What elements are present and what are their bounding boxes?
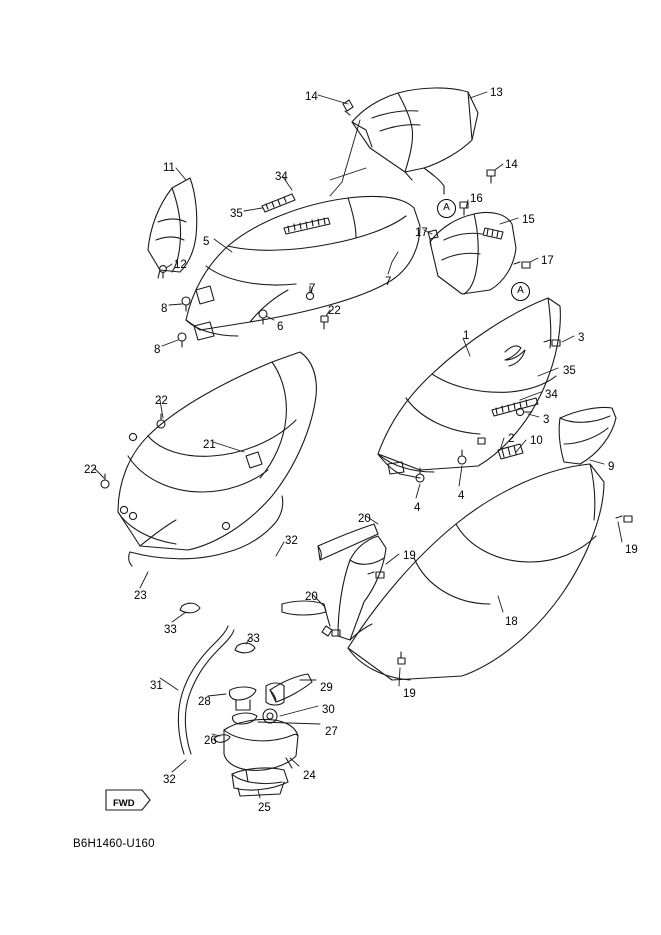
part-callout: 29 <box>320 682 333 694</box>
diagram-code: B6H1460-U160 <box>73 838 155 850</box>
part-callout: 23 <box>134 590 147 602</box>
part-callout: 26 <box>204 735 217 747</box>
part-callout: 25 <box>258 802 271 814</box>
part-callout: 3 <box>543 414 550 426</box>
part-callout: 22 <box>84 464 97 476</box>
part-callout: 20 <box>358 513 371 525</box>
part-callout: 4 <box>414 502 421 514</box>
part-callout: 11 <box>163 162 175 174</box>
part-callout: 12 <box>174 259 187 271</box>
part-callout: 18 <box>505 616 518 628</box>
part-callout: 2 <box>508 433 515 445</box>
part-callout: 15 <box>522 214 535 226</box>
part-callout: 21 <box>203 439 216 451</box>
part-callout: 9 <box>608 461 615 473</box>
part-callout: 14 <box>505 159 518 171</box>
part-callout: 34 <box>545 389 558 401</box>
part-callout: 31 <box>150 680 163 692</box>
part-callout: 20 <box>305 591 318 603</box>
part-callout: 19 <box>403 550 416 562</box>
part-callout: 3 <box>578 332 585 344</box>
part-callout: 22 <box>328 305 341 317</box>
part-callout: 33 <box>247 633 260 645</box>
part-callout: 35 <box>230 208 243 220</box>
fwd-direction-label: FWD <box>113 798 135 809</box>
part-callout: 10 <box>530 435 543 447</box>
section-marker: A <box>511 282 530 301</box>
part-callout: 19 <box>625 544 638 556</box>
part-callout: 35 <box>563 365 576 377</box>
part-callout: 32 <box>285 535 298 547</box>
part-callout: 13 <box>490 87 503 99</box>
part-callout: 22 <box>155 395 168 407</box>
part-callout: 27 <box>325 726 338 738</box>
part-callout: 34 <box>275 171 288 183</box>
part-callout: 1 <box>463 330 470 342</box>
part-callout: 5 <box>203 236 210 248</box>
part-callout: 32 <box>163 774 176 786</box>
part-callout: 28 <box>198 696 211 708</box>
part-callout: 24 <box>303 770 316 782</box>
part-callout: 19 <box>403 688 416 700</box>
section-marker: A <box>437 199 456 218</box>
part-callout: 7 <box>385 276 392 288</box>
part-callout: 17 <box>541 255 554 267</box>
part-callout: 8 <box>154 344 161 356</box>
part-callout: 17 <box>415 227 428 239</box>
part-callout: 4 <box>458 490 465 502</box>
part-callout: 16 <box>470 193 483 205</box>
part-callout: 14 <box>305 91 318 103</box>
part-callout: 30 <box>322 704 335 716</box>
part-callout: 6 <box>277 321 284 333</box>
part-callout: 7 <box>309 283 316 295</box>
part-callout: 8 <box>161 303 168 315</box>
part-callout: 33 <box>164 624 177 636</box>
